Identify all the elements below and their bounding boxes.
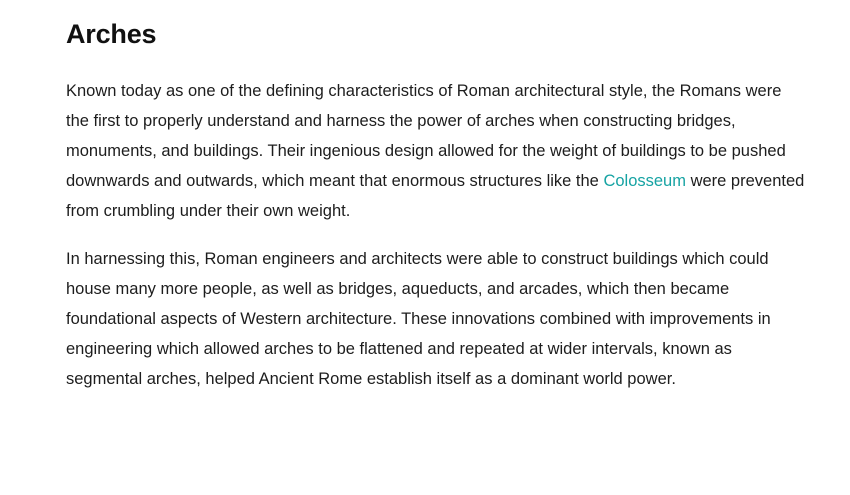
page-title: Arches: [66, 19, 157, 49]
colosseum-link[interactable]: Colosseum: [603, 172, 686, 191]
article-paragraph-1: [66, 76, 806, 226]
paragraph-text-after-link: were prevented from crumbling under their own weight.: [66, 172, 805, 221]
article-paragraph-2: In harnessing this, Roman engineers and architects were able to construct buildings which could house many more people, as well as bridges, aqueducts, and arcades, which then became foundational aspects of Western architecture. These innovations combined with improvements in engineering which allowed arches to be flattened and repeated at wider intervals, known as segmental arches, helped Ancient Rome establish itself as a dominant world power.: [66, 250, 771, 389]
paragraph-text-before-link: Known today as one of the defining characteristics of Roman architectural style, the Romans were the first to properly understand and harness the power of arches when constructing bridges, monuments, and buildings. Their ingenious design allowed for the weight of buildings to be pushed downwards and outwards, which meant that enormous structures like the: [66, 82, 786, 191]
